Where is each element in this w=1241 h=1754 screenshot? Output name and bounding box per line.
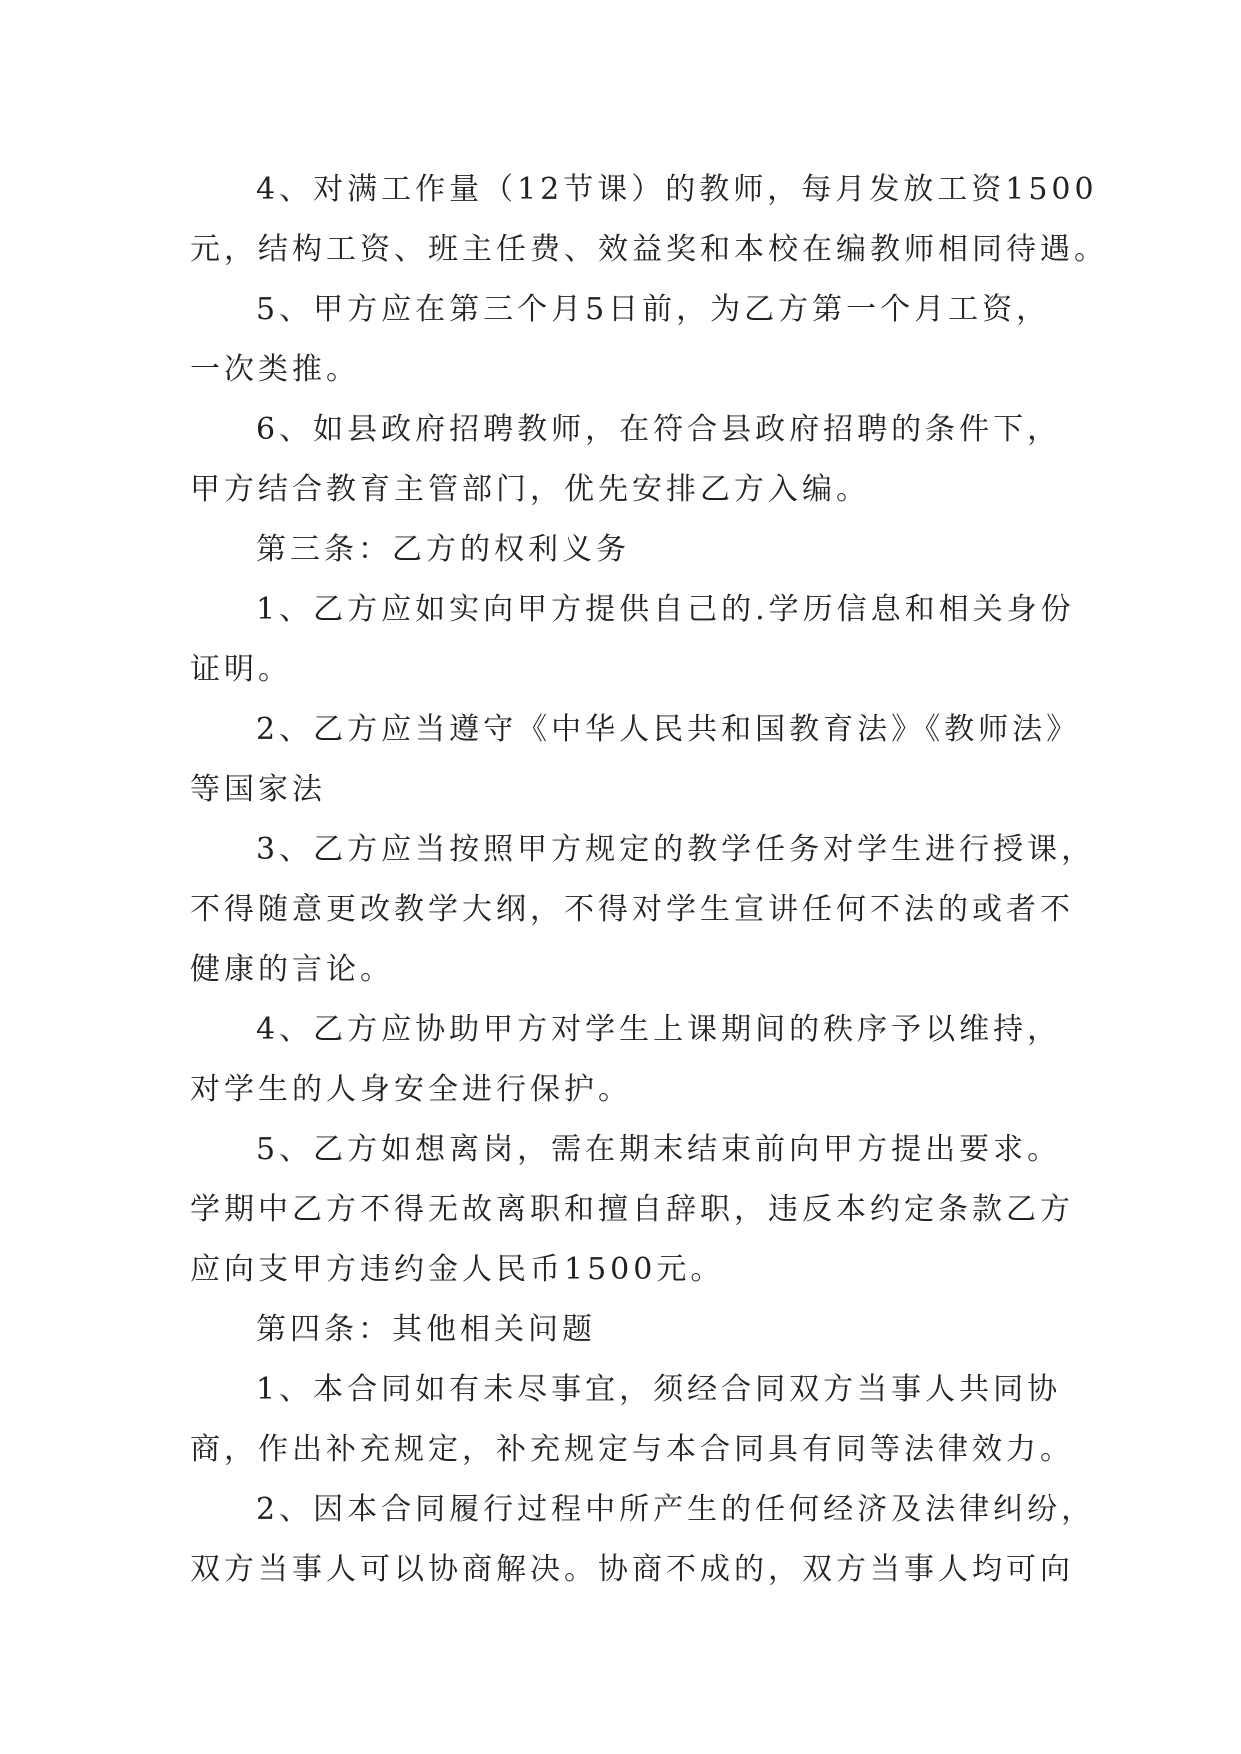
text-line: 3、乙方应当按照甲方规定的教学任务对学生进行授课， — [256, 832, 1096, 867]
text-line: 4、对满工作量（12节课）的教师，每月发放工资1500 — [256, 172, 1098, 207]
text-line: 对学生的人身安全进行保护。 — [190, 1072, 632, 1107]
text-line: 应向支甲方违约金人民币1500元。 — [190, 1252, 725, 1287]
text-line: 一次类推。 — [190, 352, 360, 387]
text-line: 健康的言论。 — [190, 952, 394, 987]
text-line: 5、乙方如想离岗，需在期末结束前向甲方提出要求。 — [256, 1132, 1062, 1167]
text-line: 1、乙方应如实向甲方提供自己的.学历信息和相关身份 — [256, 592, 1075, 627]
text-line: 甲方结合教育主管部门，优先安排乙方入编。 — [190, 472, 870, 507]
section-heading: 第三条：乙方的权利义务 — [256, 532, 630, 567]
text-line: 6、如县政府招聘教师，在符合县政府招聘的条件下， — [256, 412, 1062, 447]
text-line: 不得随意更改教学大纲，不得对学生宣讲任何不法的或者不 — [190, 892, 1074, 927]
section-heading: 第四条：其他相关问题 — [256, 1312, 596, 1347]
text-line: 学期中乙方不得无故离职和擅自辞职，违反本约定条款乙方 — [190, 1192, 1074, 1227]
text-line: 证明。 — [190, 652, 292, 687]
text-line: 双方当事人可以协商解决。协商不成的，双方当事人均可向 — [190, 1552, 1074, 1587]
text-line: 元，结构工资、班主任费、效益奖和本校在编教师相同待遇。 — [190, 232, 1108, 267]
text-line: 4、乙方应协助甲方对学生上课期间的秩序予以维持， — [256, 1012, 1062, 1047]
text-line: 2、因本合同履行过程中所产生的任何经济及法律纠纷， — [256, 1492, 1096, 1527]
text-line: 等国家法 — [190, 772, 326, 807]
text-line: 2、乙方应当遵守《中华人民共和国教育法》《教师法》 — [256, 712, 1081, 747]
text-line: 商，作出补充规定，补充规定与本合同具有同等法律效力。 — [190, 1432, 1074, 1467]
text-line: 5、甲方应在第三个月5日前，为乙方第一个月工资， — [256, 292, 1051, 327]
document-body — [190, 160, 1108, 1600]
text-line: 1、本合同如有未尽事宜，须经合同双方当事人共同协 — [256, 1372, 1062, 1407]
